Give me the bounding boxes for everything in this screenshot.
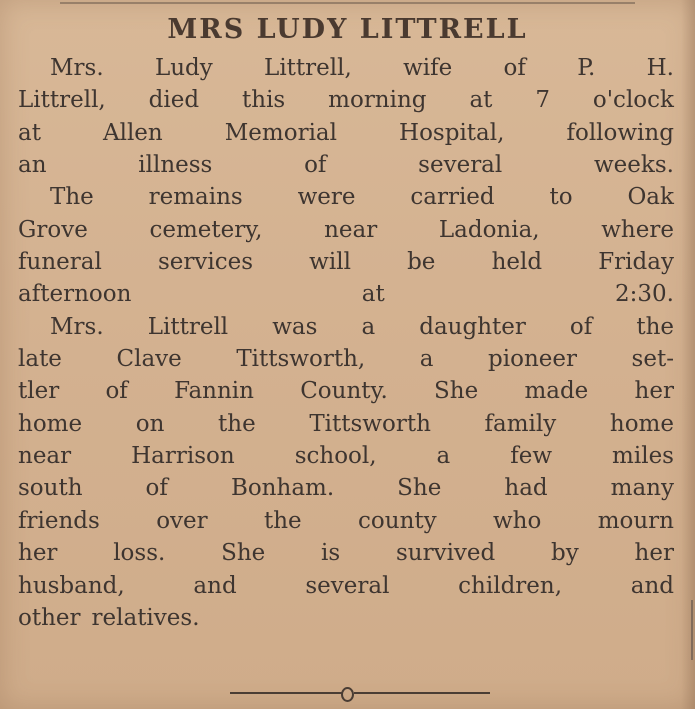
- article-word: at: [469, 87, 493, 114]
- article-word: her: [634, 378, 674, 405]
- article-line: [18, 214, 674, 246]
- article-word: will: [309, 249, 351, 276]
- article-word: made: [524, 378, 589, 405]
- ornament-circle: [341, 687, 354, 702]
- article-word: Littrell,: [264, 55, 352, 81]
- article-line: [18, 408, 674, 440]
- article-word: of: [105, 378, 128, 405]
- article-word: Mrs.: [50, 313, 104, 340]
- article-word: Hospital,: [399, 119, 505, 146]
- article-word: She: [221, 540, 266, 567]
- article-word: and: [193, 572, 237, 599]
- article-word: She: [434, 378, 479, 405]
- article-word: illness: [138, 152, 213, 179]
- article-word: Ladonia,: [438, 216, 540, 243]
- article-word: Tittsworth: [309, 410, 431, 437]
- article-word: over: [156, 507, 208, 534]
- article-line: [18, 181, 674, 213]
- article-word: and: [630, 572, 674, 599]
- article-word: The: [50, 184, 94, 211]
- article-word: Clave: [116, 346, 182, 373]
- article-word: H.: [646, 55, 674, 81]
- article-word: She: [397, 475, 442, 502]
- article-word: home: [18, 410, 83, 437]
- article-word: loss.: [113, 540, 166, 567]
- article-word: was: [272, 313, 318, 340]
- article-word: by: [551, 540, 579, 567]
- article-word: County.: [300, 378, 388, 405]
- article-word: a: [361, 313, 376, 340]
- article-word: miles: [612, 443, 674, 470]
- article-line: [18, 149, 674, 181]
- article-line: [18, 84, 674, 116]
- article-line: [18, 117, 674, 149]
- article-line: [18, 246, 674, 278]
- article-word: of: [503, 55, 526, 81]
- article-word: Fannin: [174, 378, 254, 405]
- article-line: [18, 343, 674, 375]
- article-word: set-: [631, 346, 674, 373]
- article-word: an: [18, 152, 47, 179]
- article-word: this: [242, 87, 286, 114]
- article-word: Memorial: [224, 119, 337, 146]
- article-line: [18, 505, 674, 537]
- article-word: near: [324, 216, 378, 243]
- article-word: carried: [410, 184, 495, 211]
- article-word: to: [549, 184, 573, 211]
- article-line: [18, 537, 674, 569]
- article-word: other: [18, 604, 81, 631]
- article-word: a: [419, 346, 434, 373]
- article-title: MRS LUDY LITTRELL: [167, 14, 528, 45]
- ornament-left-rule: [230, 692, 342, 694]
- article-word: at: [361, 281, 385, 308]
- article-word: south: [18, 475, 83, 502]
- article-word: be: [407, 249, 436, 276]
- article-body: [18, 52, 674, 634]
- article-word: her: [18, 540, 58, 567]
- article-word: Tittsworth,: [236, 346, 366, 373]
- article-word: the: [264, 507, 302, 534]
- article-word: were: [297, 184, 356, 211]
- article-word: Littrell,: [18, 87, 106, 114]
- article-word: morning: [328, 87, 427, 114]
- article-word: is: [321, 540, 341, 567]
- article-line: [18, 52, 674, 84]
- article-word: had: [504, 475, 548, 502]
- article-word: Friday: [598, 249, 674, 276]
- article-word: many: [610, 475, 674, 502]
- article-word: Harrison: [131, 443, 235, 470]
- article-word: tler: [18, 378, 60, 405]
- article-word: husband,: [18, 572, 125, 599]
- article-word: a: [436, 443, 451, 470]
- article-word: following: [566, 119, 674, 146]
- article-word: funeral: [18, 249, 102, 276]
- article-word: remains: [148, 184, 243, 211]
- article-word: Mrs.: [50, 55, 104, 81]
- article-word: children,: [458, 572, 563, 599]
- article-word: services: [157, 249, 254, 276]
- article-word: county: [358, 507, 437, 534]
- article-line: [18, 278, 674, 310]
- article-word: at: [18, 119, 41, 146]
- article-word: afternoon: [18, 281, 132, 308]
- article-word: daughter: [419, 313, 526, 340]
- article-word: the: [218, 410, 256, 437]
- article-word: o'clock: [592, 87, 674, 114]
- article-word: wife: [403, 55, 453, 81]
- article-word: of: [145, 475, 168, 502]
- article-word: her: [634, 540, 674, 567]
- article-word: near: [18, 443, 72, 470]
- article-word: Littrell: [147, 313, 229, 340]
- article-word: on: [135, 410, 165, 437]
- article-word: pioneer: [488, 346, 577, 373]
- article-word: mourn: [597, 507, 674, 534]
- article-word: home: [609, 410, 674, 437]
- article-line: [18, 440, 674, 472]
- article-line: [18, 570, 674, 602]
- article-word: where: [601, 216, 674, 243]
- article-word: cemetery,: [149, 216, 263, 243]
- article-word: Oak: [627, 184, 674, 211]
- article-word: school,: [294, 443, 377, 470]
- article-word: the: [636, 313, 674, 340]
- article-word: died: [148, 87, 200, 114]
- end-ornament: [230, 684, 490, 702]
- article-word: late: [18, 346, 62, 373]
- article-word: friends: [18, 507, 100, 534]
- article-word: P.: [577, 55, 596, 81]
- article-line: [18, 602, 674, 634]
- article-word: Allen: [102, 119, 163, 146]
- top-rule: [60, 2, 635, 4]
- edge-mark: [687, 600, 693, 660]
- article-word: weeks.: [593, 152, 674, 179]
- article-word: few: [510, 443, 553, 470]
- article-word: Ludy: [154, 55, 213, 81]
- article-word: of: [569, 313, 593, 340]
- article-word: who: [492, 507, 542, 534]
- article-word: relatives.: [91, 604, 200, 631]
- article-word: several: [305, 572, 390, 599]
- article-word: Grove: [18, 216, 88, 243]
- article-line: [18, 375, 674, 407]
- article-word: several: [418, 152, 503, 179]
- article-word: survived: [395, 540, 496, 567]
- article-line: [18, 472, 674, 504]
- article-line: [18, 311, 674, 343]
- article-word: held: [491, 249, 543, 276]
- article-word: of: [304, 152, 327, 179]
- ornament-right-rule: [354, 692, 490, 694]
- article-word: family: [484, 410, 557, 437]
- article-word: 2:30.: [615, 281, 674, 308]
- article-word: 7: [535, 87, 550, 114]
- article-word: Bonham.: [230, 475, 335, 502]
